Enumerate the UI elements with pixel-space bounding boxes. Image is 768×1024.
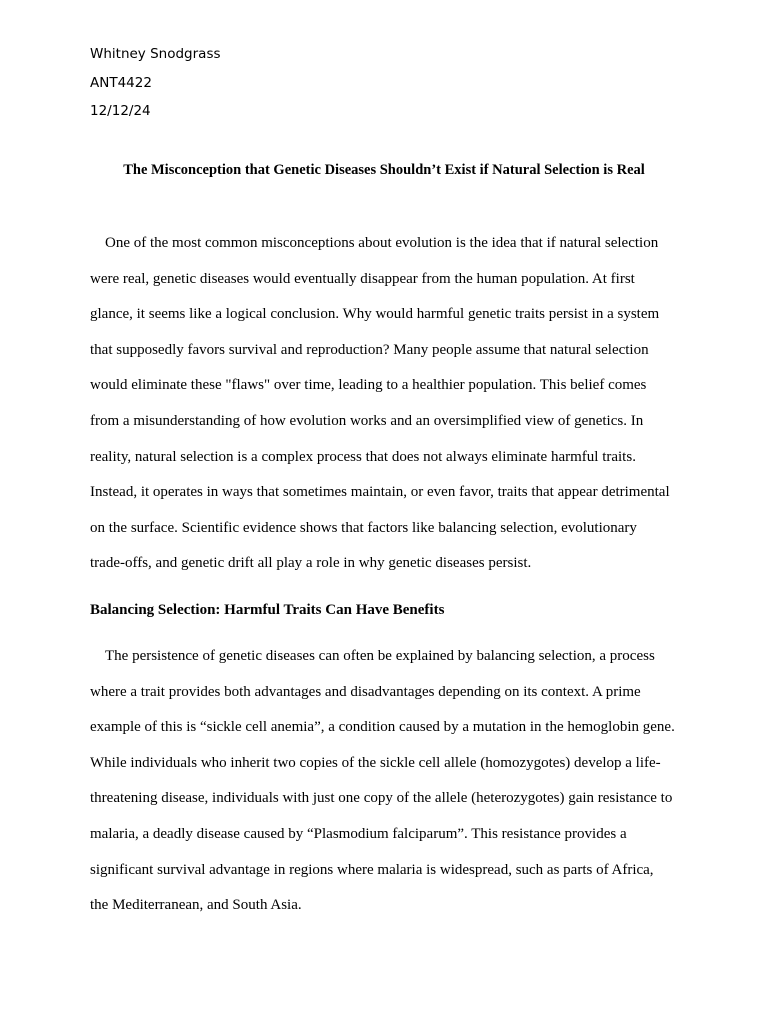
paragraph-line: One of the most common misconceptions about evolution is the idea that if natural selection [105, 235, 659, 251]
paragraph-line: the Mediterranean, and South Asia. [90, 897, 302, 914]
paragraph-line: example of this is “sickle cell anemia”, a condition caused by a mutation in the hemoglobin gene. [90, 719, 675, 736]
paragraph-line: on the surface. Scientific evidence shows that factors like balancing selection, evolutionary [90, 519, 637, 536]
paragraph-line: would eliminate these "flaws" over time, leading to a healthier population. This belief comes [90, 377, 647, 394]
paragraph-intro [90, 232, 682, 588]
paragraph-line: were real, genetic diseases would eventually disappear from the human population. At first [90, 270, 635, 287]
author-name: Whitney Snodgrass [90, 46, 221, 62]
document-header [90, 44, 221, 130]
paragraph-line: that supposedly favors survival and reproduction? Many people assume that natural selection [90, 341, 649, 358]
paragraph-line: trade-offs, and genetic drift all play a role in why genetic diseases persist. [90, 555, 532, 572]
paragraph-balancing-selection [90, 645, 682, 930]
document-title: The Misconception that Genetic Diseases Shouldn’t Exist if Natural Selection is Real [123, 162, 645, 178]
course-code: ANT4422 [90, 74, 152, 91]
paragraph-line: Instead, it operates in ways that sometimes maintain, or even favor, traits that appear detrimental [90, 484, 670, 501]
paragraph-line: The persistence of genetic diseases can often be explained by balancing selection, a process [105, 648, 655, 664]
paragraph-line: threatening disease, individuals with just one copy of the allele (heterozygotes) gain resistance to [90, 790, 673, 807]
paragraph-line: where a trait provides both advantages and disadvantages depending on its context. A prime [90, 683, 641, 700]
paragraph-line: While individuals who inherit two copies of the sickle cell allele (homozygotes) develop a life- [90, 754, 661, 771]
paragraph-line: glance, it seems like a logical conclusion. Why would harmful genetic traits persist in a system [90, 306, 660, 323]
paragraph-line: from a misunderstanding of how evolution works and an oversimplified view of genetics. In [90, 412, 644, 429]
document-date: 12/12/24 [90, 103, 151, 119]
paragraph-line: malaria, a deadly disease caused by “Plasmodium falciparum”. This resistance provides a [90, 825, 627, 842]
section-heading: Balancing Selection: Harmful Traits Can Have Benefits [90, 602, 445, 618]
paragraph-line: significant survival advantage in regions where malaria is widespread, such as parts of Africa, [90, 861, 654, 878]
paragraph-line: reality, natural selection is a complex process that does not always eliminate harmful traits. [90, 448, 636, 465]
